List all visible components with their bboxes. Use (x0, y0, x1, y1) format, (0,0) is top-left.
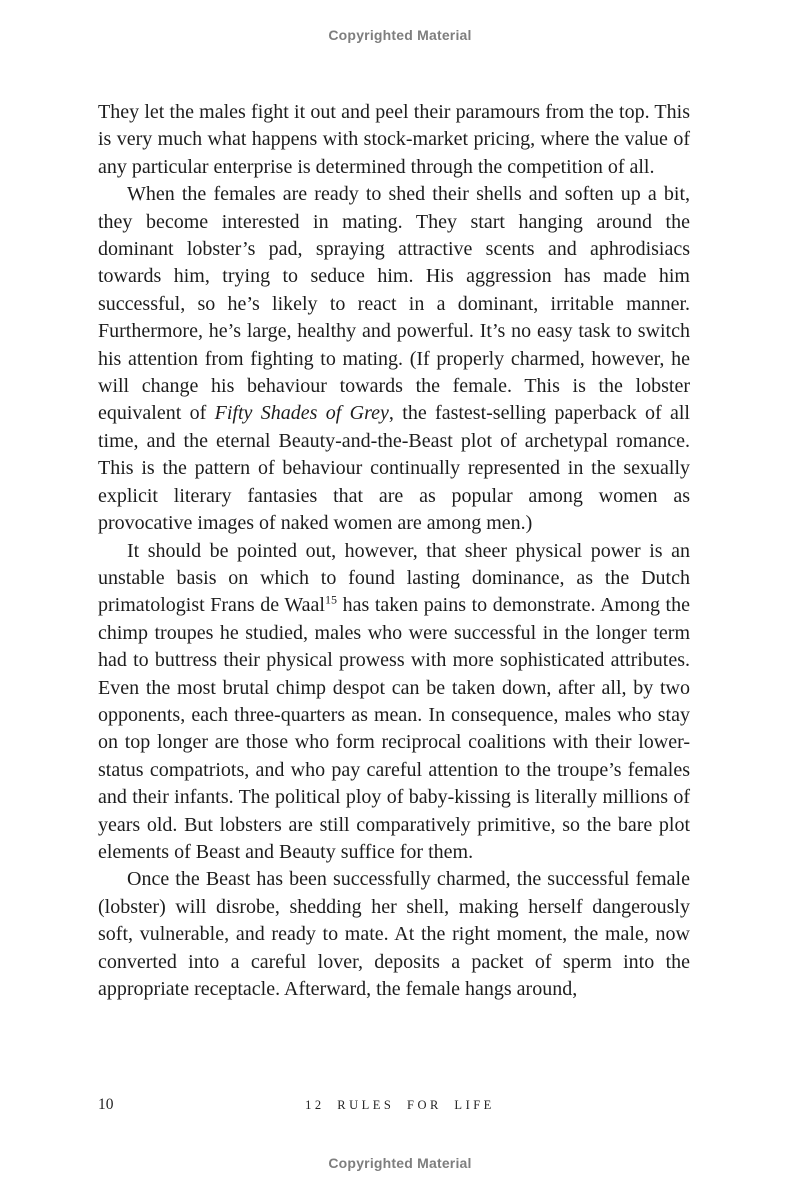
body-paragraph: They let the males fight it out and peel their paramours from the top. This is very much what happens with stock-market pricing, where the value of any particular enterprise is determined through the competition of all. (98, 101, 690, 178)
copyright-notice-top: Copyrighted Material (328, 27, 472, 43)
running-title: 12 RULES FOR LIFE (305, 1098, 495, 1112)
footnote-reference: 15 (325, 592, 337, 607)
page-number: 10 (98, 1096, 114, 1113)
book-title-italic: Fifty Shades of Grey (214, 402, 389, 425)
body-paragraph: Once the Beast has been successfully charmed, the successful female (lobster) will disrobe, shedding her shell, making herself dangerously soft, vulnerable, and ready to mate. At the right moment, the male, now converted into a careful lover, deposits a packet of sperm into the appropriate receptacle. Afterward, the female hangs around, (98, 868, 690, 1000)
body-paragraph: When the females are ready to shed their shells and soften up a bit, they become interested in mating. They start hanging around the dominant lobster’s pad, spraying attractive scents and aphrodisiacs towards him, trying to seduce him. His aggression has made him successful, so he’s likely to react in a dominant, irritable manner. Furthermore, he’s large, healthy and powerful. It’s no easy task to switch his attention from fighting to mating. (If properly charmed, however, he will change his behaviour towards the female. This is the lobster equivalent of Fifty Shades of Grey, the fastest-selling paperback of all time, and the eternal Beauty-and-the-Beast plot of archetypal romance. This is the pattern of behaviour continually represented in the sexually explicit literary fantasies that are as popular among women as provocative images of naked women are among men.) (98, 183, 690, 535)
body-paragraph: It should be pointed out, however, that sheer physical power is an unstable basis on which to found lasting dominance, as the Dutch primatologist Frans de Waal$^{15}$ has taken pains to demonstrate. Among the chimp troupes he studied, males who were successful in the longer term had to buttress their physical prowess with more sophisticated attributes. Even the most brutal chimp despot can be taken down, after all, by two opponents, each three-quarters as mean. In consequence, males who stay on top longer are those who form reciprocal coalitions with their lower-status compatriots, and who pay careful attention to the troupe’s females and their infants. The political ploy of baby-kissing is literally millions of years old. But lobsters are still comparatively primitive, so the bare plot elements of Beast and Beauty suffice for them. (98, 539, 690, 863)
page-footer (0, 1096, 800, 1116)
copyright-notice-bottom: Copyrighted Material (328, 1155, 472, 1171)
body-text (98, 99, 690, 1003)
